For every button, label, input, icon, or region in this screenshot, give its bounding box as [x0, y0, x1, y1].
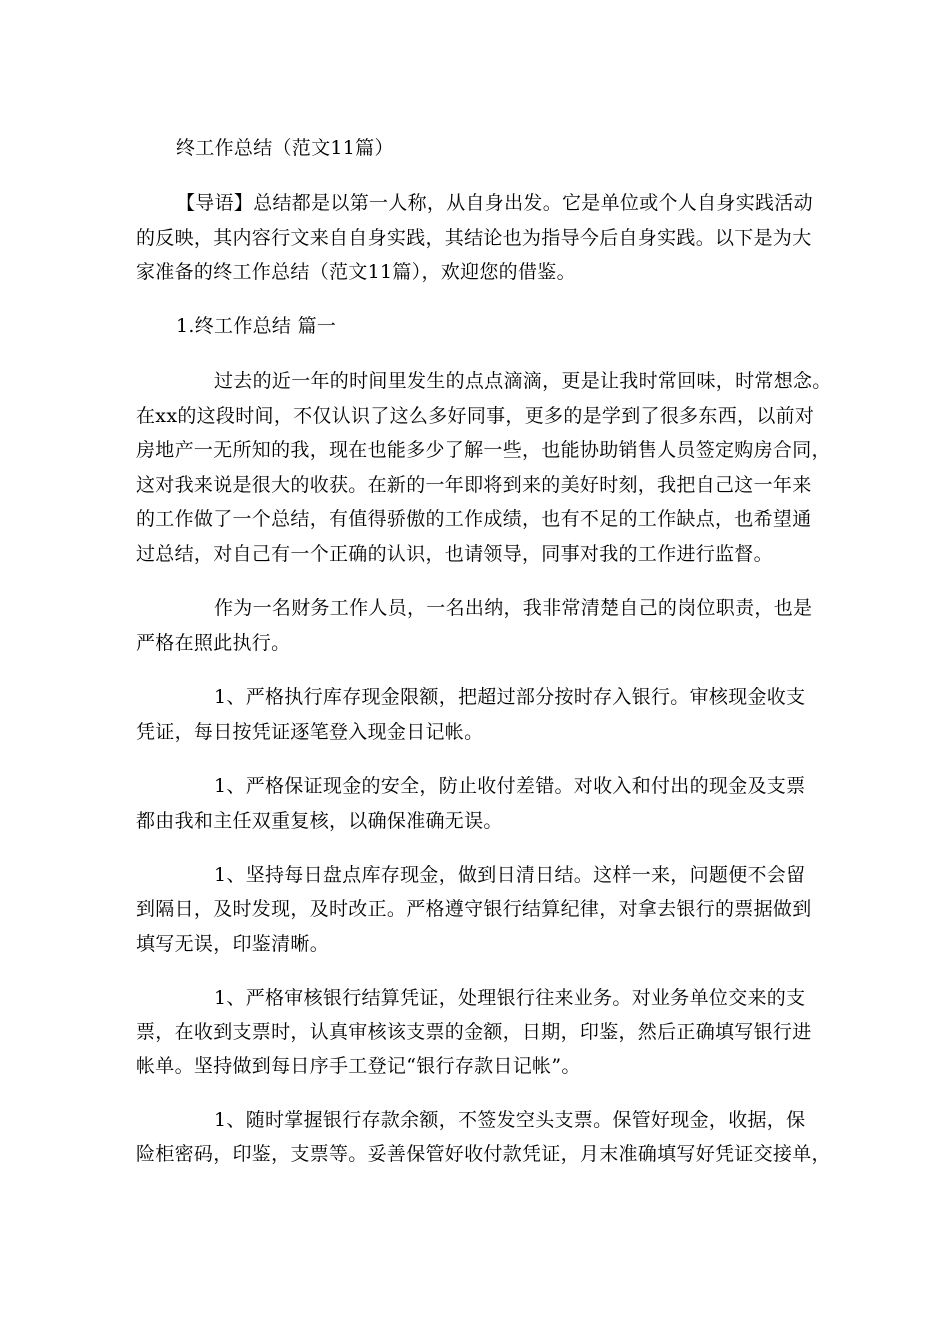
intro-line: 的反映，其内容行文来自自身实践，其结论也为指导今后自身实践。以下是为大 — [136, 227, 812, 249]
paragraph-line: 1、随时掌握银行存款余额，不签发空头支票。保管好现金，收据，保 — [214, 1109, 806, 1131]
paragraph-line: 1、严格执行库存现金限额，把超过部分按时存入银行。审核现金收支 — [214, 686, 806, 708]
intro-line: 【导语】总结都是以第一人称，从自身出发。它是单位或个人自身实践活动 — [176, 192, 813, 214]
paragraph-line: 1、严格保证现金的安全，防止收付差错。对收入和付出的现金及支票 — [214, 775, 806, 797]
paragraph-line: 帐单。坚持做到每日序手工登记“银行存款日记帐”。 — [136, 1055, 581, 1077]
paragraph-line: 作为一名财务工作人员，一名出纳，我非常清楚自己的岗位职责，也是 — [214, 597, 813, 619]
paragraph-line: 在xx的这段时间，不仅认识了这么多好同事，更多的是学到了很多东西，以前对 — [136, 405, 815, 427]
paragraph-line: 过总结，对自己有一个正确的认识，也请领导，同事对我的工作进行监督。 — [136, 543, 773, 565]
paragraph-line: 严格在照此执行。 — [136, 632, 291, 654]
paragraph-line: 1、严格审核银行结算凭证，处理银行往来业务。对业务单位交来的支 — [214, 987, 806, 1009]
paragraph-line: 填写无误，印鉴清晰。 — [136, 933, 330, 955]
document-title: 终工作总结（范文11篇） — [176, 137, 394, 159]
paragraph-line: 的工作做了一个总结，有值得骄傲的工作成绩，也有不足的工作缺点，也希望通 — [136, 508, 812, 530]
paragraph-line: 1、坚持每日盘点库存现金，做到日清日结。这样一来，问题便不会留 — [214, 864, 806, 886]
paragraph-line: 这对我来说是很大的收获。在新的一年即将到来的美好时刻，我把自己这一年来 — [136, 474, 812, 496]
section-heading: 1.终工作总结 篇一 — [176, 315, 337, 337]
paragraph-line: 到隔日，及时发现，及时改正。严格遵守银行结算纪律，对拿去银行的票据做到 — [136, 898, 812, 920]
paragraph-line: 票，在收到支票时，认真审核该支票的金额，日期，印鉴，然后正确填写银行进 — [136, 1021, 812, 1043]
intro-line: 家准备的终工作总结（范文11篇），欢迎您的借鉴。 — [136, 261, 576, 283]
paragraph-line: 过去的近一年的时间里发生的点点滴滴，更是让我时常回味，时常想念。 — [214, 370, 832, 392]
paragraph-line: 凭证，每日按凭证逐笔登入现金日记帐。 — [136, 721, 484, 743]
paragraph-line: 都由我和主任双重复核，以确保准确无误。 — [136, 810, 503, 832]
paragraph-line: 房地产一无所知的我，现在也能多少了解一些，也能协助销售人员签定购房合同， — [136, 439, 831, 461]
paragraph-line: 险柜密码，印鉴，支票等。妥善保管好收付款凭证，月末准确填写好凭证交接单， — [136, 1143, 831, 1165]
